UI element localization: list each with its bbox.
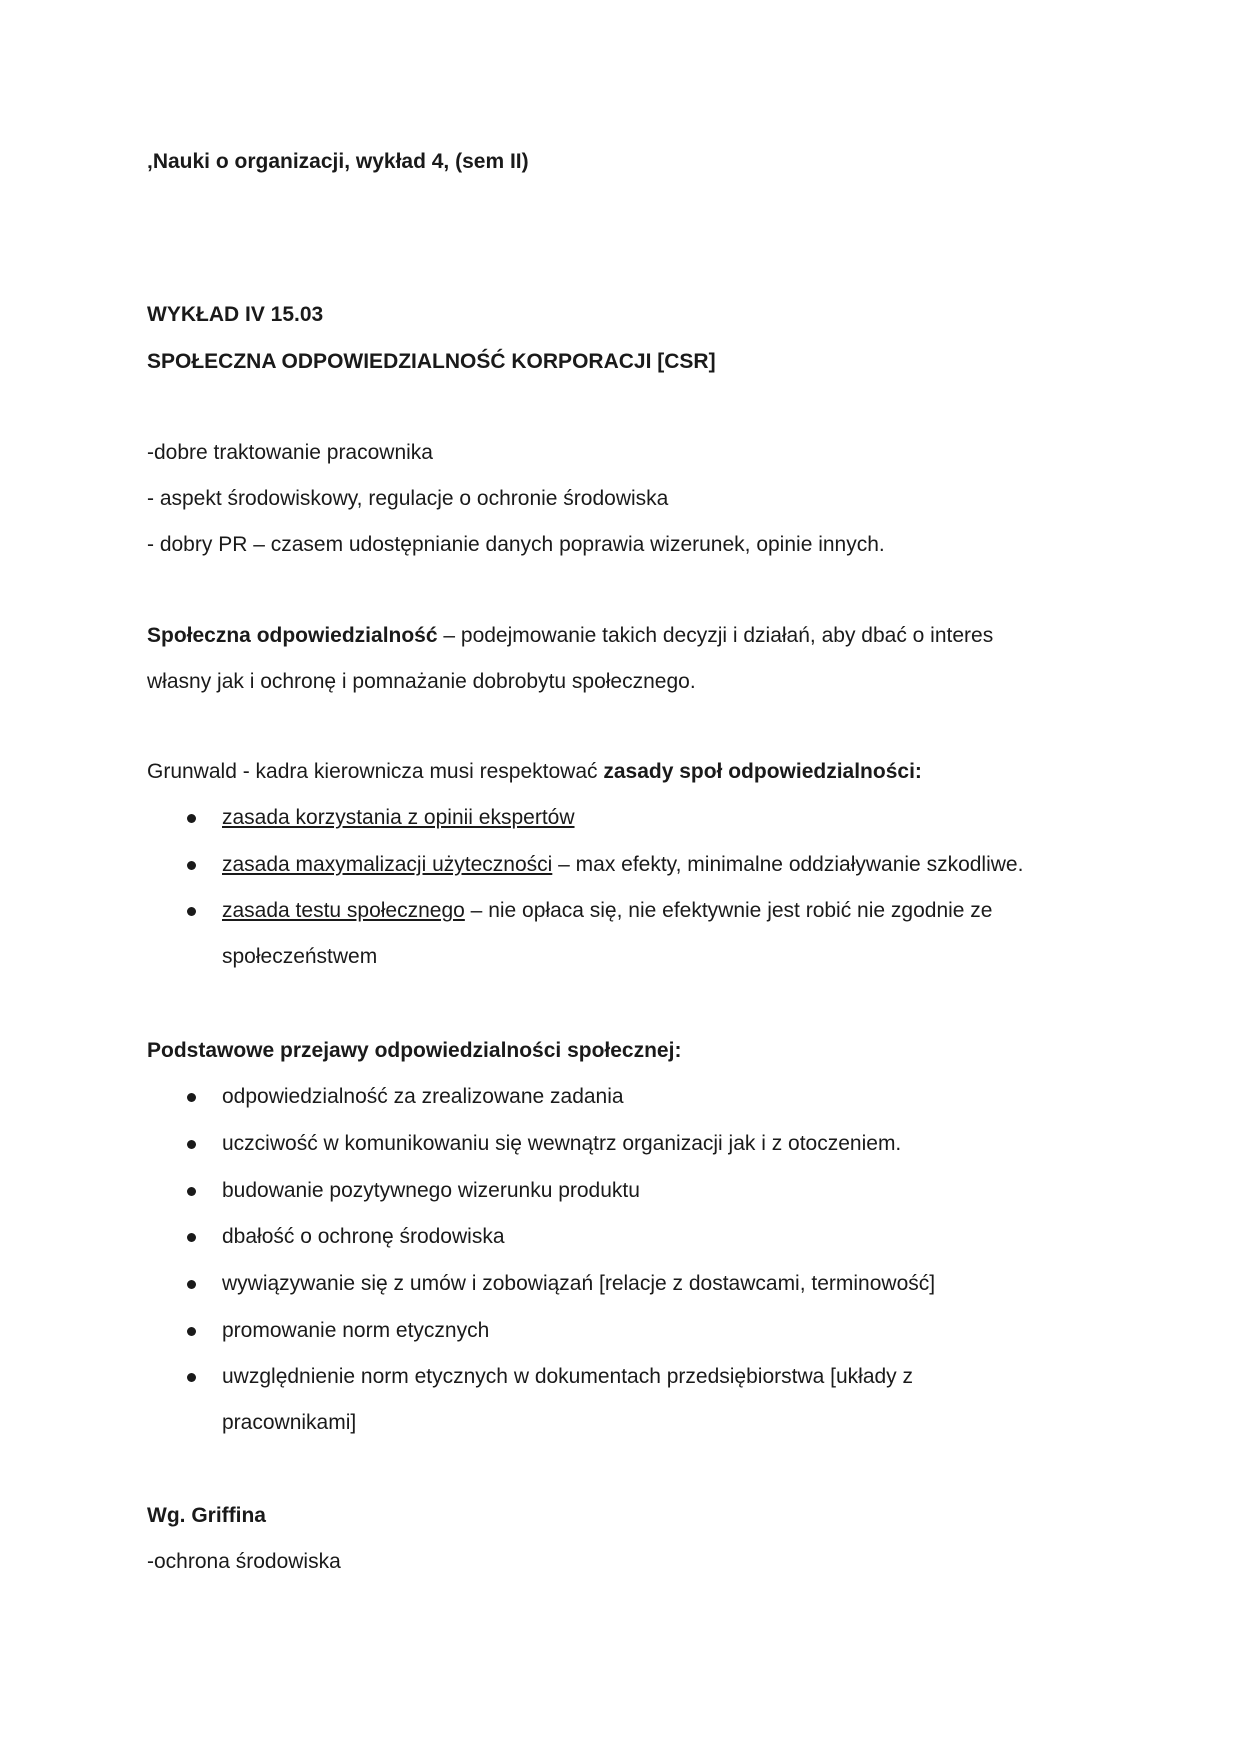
principle-term: zasada maxymalizacji użyteczności xyxy=(222,853,553,876)
intro-point: -dobre traktowanie pracownika xyxy=(147,441,433,464)
definition-term: Społeczna odpowiedzialność xyxy=(147,624,438,647)
lecture-heading: WYKŁAD IV 15.03 xyxy=(147,303,324,326)
bullet-icon xyxy=(187,1280,196,1289)
przejawy-heading: Podstawowe przejawy odpowiedzialności społecznej: xyxy=(147,1039,682,1062)
list-item: uczciwość w komunikowaniu się wewnątrz organizacji jak i z otoczeniem. xyxy=(222,1132,902,1155)
griffin-heading: Wg. Griffina xyxy=(147,1504,266,1527)
definition-line-1 xyxy=(147,622,993,650)
list-item: promowanie norm etycznych xyxy=(222,1319,490,1342)
list-item: odpowiedzialność za zrealizowane zadania xyxy=(222,1085,624,1108)
bullet-icon xyxy=(187,1233,196,1242)
list-item-continuation: pracownikami] xyxy=(222,1411,357,1434)
bullet-icon xyxy=(187,907,196,916)
bullet-icon xyxy=(187,1373,196,1382)
bullet-icon xyxy=(187,1093,196,1102)
document-title: ‚Nauki o organizacji, wykład 4, (sem II) xyxy=(147,150,529,173)
list-item: budowanie pozytywnego wizerunku produktu xyxy=(222,1179,640,1202)
list-item: wywiązywanie się z umów i zobowiązań [relacje z dostawcami, terminowość] xyxy=(222,1272,936,1295)
griffin-point: -ochrona środowiska xyxy=(147,1550,341,1573)
intro-point: - aspekt środowiskowy, regulacje o ochronie środowiska xyxy=(147,487,669,510)
topic-heading: SPOŁECZNA ODPOWIEDZIALNOŚĆ KORPORACJI [CSR] xyxy=(147,350,716,373)
principle-term: zasada korzystania z opinii ekspertów xyxy=(222,806,575,829)
bullet-icon xyxy=(187,1187,196,1196)
list-item: dbałość o ochronę środowiska xyxy=(222,1225,505,1248)
bullet-icon xyxy=(187,1140,196,1149)
list-item: zasada maxymalizacji użyteczności – max efekty, minimalne oddziaływanie szkodliwe. xyxy=(222,853,1024,876)
principle-term: zasada testu społecznego xyxy=(222,899,465,922)
definition-text: – podejmowanie takich decyzji i działań, aby dbać o interes xyxy=(437,624,994,647)
grunwald-lead-bold: zasady społ odpowiedzialności: xyxy=(603,760,922,783)
bullet-icon xyxy=(187,861,196,870)
definition-line-2: własny jak i ochronę i pomnażanie dobrobytu społecznego. xyxy=(147,670,696,693)
list-item: uwzględnienie norm etycznych w dokumentach przedsiębiorstwa [układy z xyxy=(222,1365,914,1388)
grunwald-lead xyxy=(147,758,922,786)
bullet-icon xyxy=(187,1327,196,1336)
grunwald-lead-text: Grunwald - kadra kierownicza musi respektować xyxy=(147,760,604,783)
list-item-continuation: społeczeństwem xyxy=(222,945,378,968)
list-item: zasada testu społecznego – nie opłaca się, nie efektywnie jest robić nie zgodnie ze xyxy=(222,899,993,922)
list-item xyxy=(222,804,575,832)
bullet-icon xyxy=(187,814,196,823)
intro-point: - dobry PR – czasem udostępnianie danych poprawia wizerunek, opinie innych. xyxy=(147,533,885,556)
